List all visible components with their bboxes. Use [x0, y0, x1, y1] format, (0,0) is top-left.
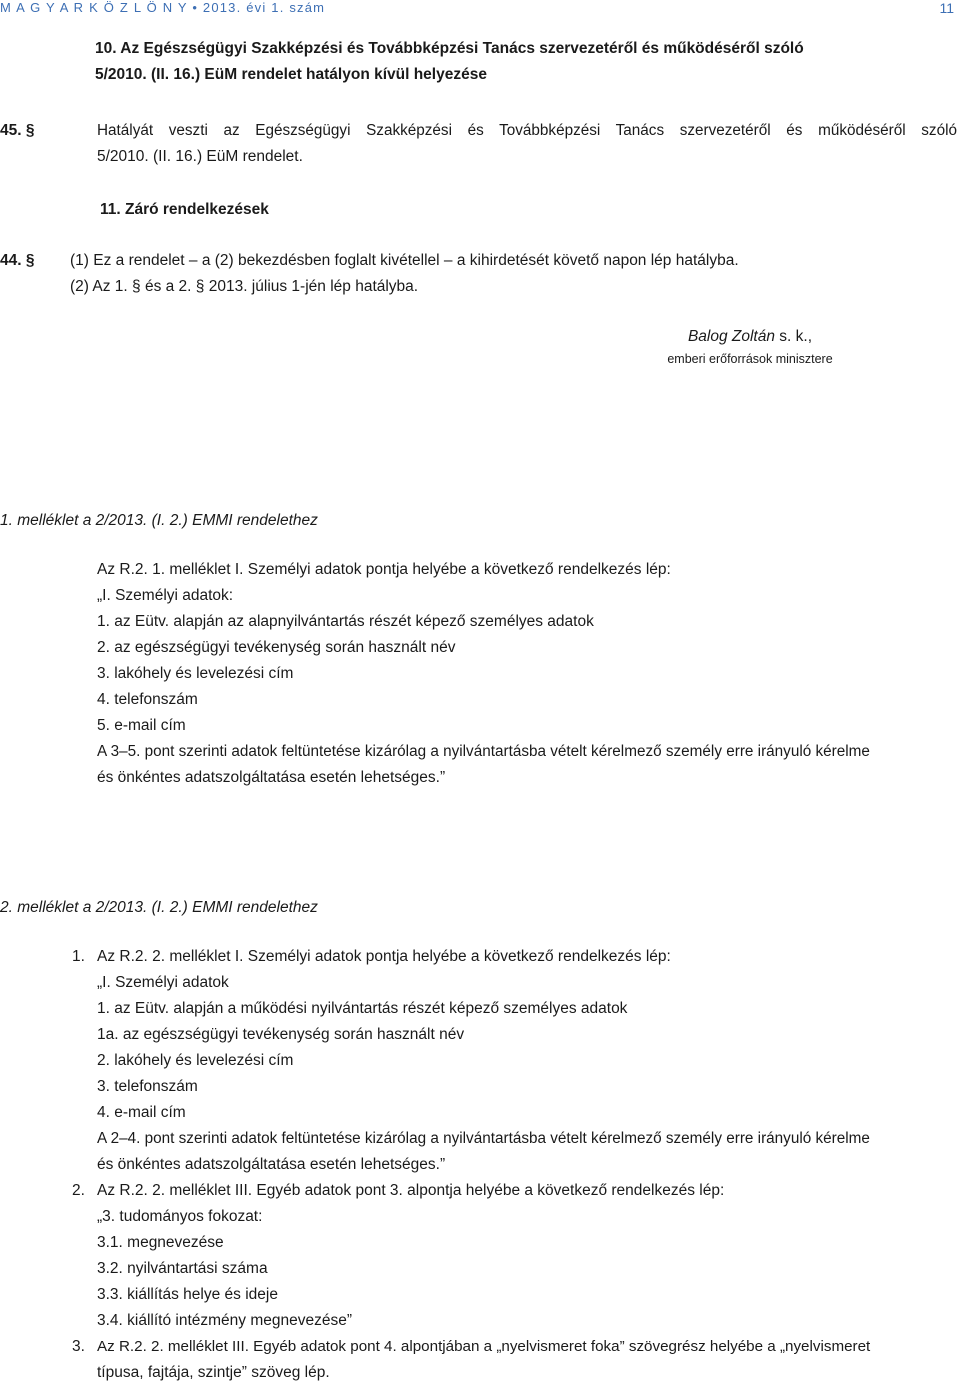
- annex-2-item-3-line: Az R.2. 2. melléklet III. Egyéb adatok pont 4. alpontjában a „nyelvismeret foka” szövegrész helyébe a „nyelvismeret: [97, 1338, 871, 1355]
- annex-2-item-2-line: 3.4. kiállító intézmény megnevezése”: [97, 1312, 353, 1329]
- par-44-text: [70, 248, 950, 300]
- annex-1-line: 1. az Eütv. alapján az alapnyilvántartás részét képező személyes adatok: [97, 613, 594, 630]
- annex-2-item-1-line: 2. lakóhely és levelezési cím: [97, 1052, 294, 1069]
- annex-2-item-2-number: 2.: [72, 1182, 85, 1199]
- annex-1-line: Az R.2. 1. melléklet I. Személyi adatok pontja helyébe a következő rendelkezés lép:: [97, 561, 671, 578]
- page-number: 11: [939, 0, 954, 16]
- annex-2-item-1-line: 3. telefonszám: [97, 1078, 198, 1095]
- annex-2-item-2-line: Az R.2. 2. melléklet III. Egyéb adatok pont 3. alpontja helyébe a következő rendelkezés lép:: [97, 1182, 725, 1199]
- annex-1-title: 1. melléklet a 2/2013. (I. 2.) EMMI rendelethez: [0, 512, 318, 529]
- annex-2-item-1-line: és önkéntes adatszolgáltatása esetén lehetséges.”: [97, 1156, 446, 1173]
- par-44-number: 44. §: [0, 252, 35, 269]
- annex-1-line: és önkéntes adatszolgáltatása esetén lehetséges.”: [97, 769, 446, 786]
- annex-2-item-2-line: „3. tudományos fokozat:: [97, 1208, 263, 1225]
- annex-2-item-3-number: 3.: [72, 1338, 85, 1355]
- signer-suffix: s. k.,: [774, 328, 813, 345]
- annex-2-item-1-number: 1.: [72, 948, 85, 965]
- annex-2-item-1: [97, 944, 959, 1178]
- par-45-line1: Hatályát veszti az Egészségügyi Szakképzési és Továbbképzési Tanács szervezetéről és működéséről szóló: [97, 122, 957, 139]
- annex-2-item-1-line: A 2–4. pont szerinti adatok feltüntetése kizárólag a nyilvántartásba vételt kérelmező személy erre irányuló kérelme: [97, 1130, 870, 1147]
- annex-1-line: 4. telefonszám: [97, 691, 198, 708]
- annex-1-line: 2. az egészségügyi tevékenység során használt név: [97, 639, 456, 656]
- par-44-p2: (2) Az 1. § és a 2. § 2013. július 1-jén lép hatályba.: [70, 278, 419, 295]
- signer-name: Balog Zoltán: [687, 328, 775, 345]
- page-header: [0, 0, 960, 16]
- annex-1-line: „I. Személyi adatok:: [97, 587, 234, 604]
- annex-2-item-2-line: 3.1. megnevezése: [97, 1234, 224, 1251]
- annex-2-item-3-line: típusa, fajtája, szintje” szöveg lép.: [97, 1364, 330, 1381]
- annex-1-line: 5. e-mail cím: [97, 717, 186, 734]
- par-45-text: [97, 118, 957, 170]
- par-45-number: 45. §: [0, 122, 35, 139]
- annex-2-item-1-line: „I. Személyi adatok: [97, 974, 229, 991]
- annex-2-item-2-line: 3.2. nyilvántartási száma: [97, 1260, 268, 1277]
- annex-2-item-2: [97, 1178, 959, 1334]
- annex-1-line: 3. lakóhely és levelezési cím: [97, 665, 294, 682]
- par-45-line2: 5/2010. (II. 16.) EüM rendelet.: [97, 148, 303, 165]
- par-44-p1: (1) Ez a rendelet – a (2) bekezdésben foglalt kivétellel – a kihirdetését követő napon lép hatályba.: [70, 252, 739, 269]
- section-10-heading: [95, 36, 955, 88]
- annex-2-item-2-line: 3.3. kiállítás helye és ideje: [97, 1286, 278, 1303]
- annex-2-item-1-line: 1. az Eütv. alapján a működési nyilvántartás részét képező személyes adatok: [97, 1000, 628, 1017]
- annex-2-item-1-line: 4. e-mail cím: [97, 1104, 186, 1121]
- signer-title: emberi erőforrások minisztere: [667, 352, 833, 366]
- annex-2-item-3: [97, 1334, 959, 1386]
- annex-2-title: 2. melléklet a 2/2013. (I. 2.) EMMI rendelethez: [0, 899, 318, 916]
- journal-title: M A G Y A R K Ö Z L Ö N Y • 2013. évi 1. szám: [0, 0, 326, 15]
- section-10-heading-line1: 10. Az Egészségügyi Szakképzési és Továbbképzési Tanács szervezetéről és működéséről szóló: [95, 40, 804, 57]
- signature-block: [600, 328, 900, 366]
- annex-1-body: [97, 557, 959, 791]
- annex-2-item-1-line: 1a. az egészségügyi tevékenység során használt név: [97, 1026, 465, 1043]
- section-10-heading-line2: 5/2010. (II. 16.) EüM rendelet hatályon kívül helyezése: [95, 66, 487, 83]
- annex-1-line: A 3–5. pont szerinti adatok feltüntetése kizárólag a nyilvántartásba vételt kérelmező személy erre irányuló kérelme: [97, 743, 870, 760]
- annex-2-item-1-line: Az R.2. 2. melléklet I. Személyi adatok pontja helyébe a következő rendelkezés lép:: [97, 948, 671, 965]
- signer-line: [600, 328, 900, 346]
- section-11-heading: 11. Záró rendelkezések: [100, 201, 269, 218]
